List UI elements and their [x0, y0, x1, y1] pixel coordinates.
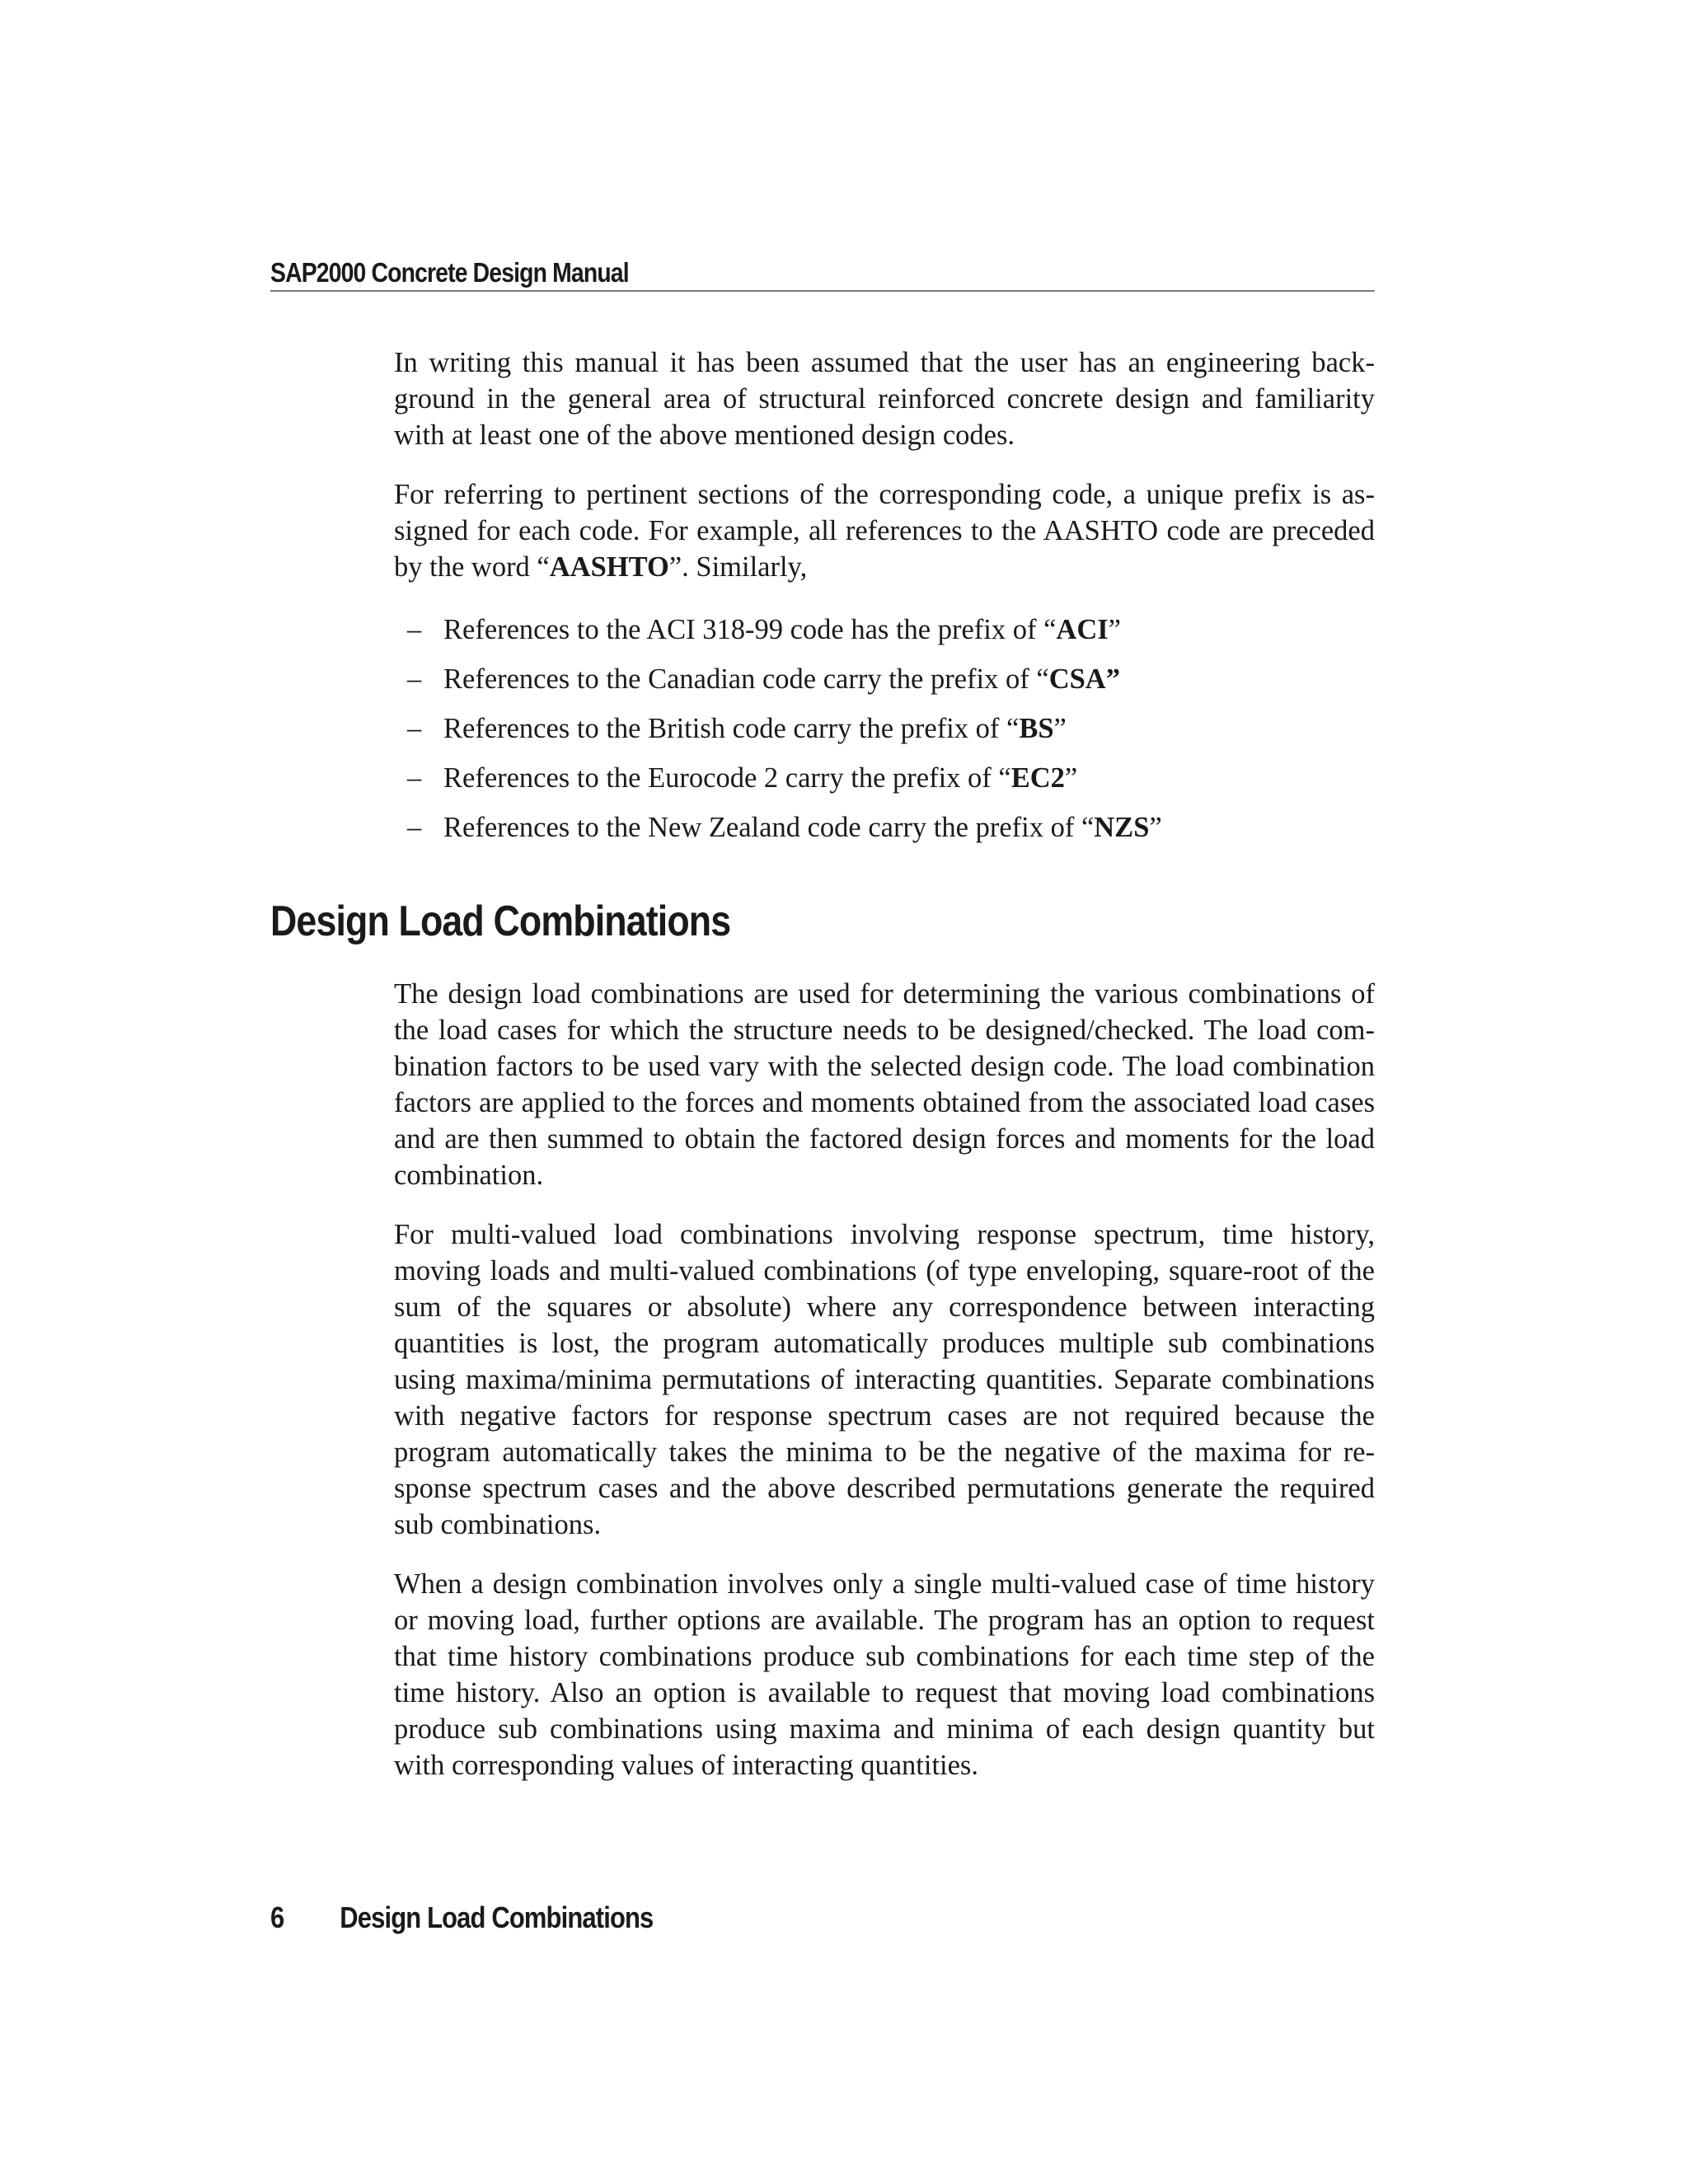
list-dash: – — [407, 663, 422, 695]
list-item — [407, 760, 1162, 809]
section-paragraph-3: When a design combination involves only a single multi-valued case of time history or moving load, further options are available. The program has an option to request that time history combinations produce sub combinations for each time step of the time history. Also an option is available to request that moving load combinations produce sub combinations using maxima and minima of each design quantity but with corresponding values of interacting quantities. — [394, 1568, 1375, 1781]
list-item-text: References to the ACI 318-99 code has the prefix of “ — [443, 614, 1057, 645]
list-dash: – — [407, 812, 422, 843]
list-item-prefix: EC2 — [1010, 762, 1065, 794]
list-dash: – — [407, 762, 422, 794]
list-item — [407, 612, 1162, 661]
list-item-prefix: BS — [1019, 713, 1054, 744]
list-item — [407, 809, 1162, 859]
aashto-prefix: AASHTO — [549, 551, 669, 583]
intro-text — [394, 344, 1375, 608]
header-rule — [270, 290, 1375, 292]
list-item — [407, 661, 1162, 710]
running-header-title: SAP2000 Concrete Design Manual — [270, 257, 629, 288]
list-item-text: References to the Eurocode 2 carry the prefix of “ — [443, 762, 1011, 794]
intro-paragraph-1: In writing this manual it has been assumed that the user has an engineering background in the general area of structural reinforced concrete design and familiarity with at least one of the above mentioned design codes. — [394, 347, 1375, 451]
list-item-close-quote: ” — [1149, 812, 1162, 843]
intro-paragraph-2-text: For referring to pertinent sections of the corresponding code, a unique prefix is assigned for each code. For example, all references to the AASHTO code are preceded by the word “ — [394, 479, 1375, 583]
footer-section-title: Design Load Combinations — [340, 1900, 654, 1934]
intro-paragraph-2-tail: ”. Similarly, — [668, 551, 808, 583]
list-item-prefix: ACI — [1056, 614, 1109, 645]
list-item-prefix: NZS — [1094, 812, 1150, 843]
list-item-close-quote: ” — [1053, 713, 1067, 744]
list-item-close-quote: ” — [1064, 762, 1078, 794]
list-item-close-quote: ” — [1108, 614, 1121, 645]
page-number: 6 — [270, 1900, 284, 1934]
page-footer — [270, 1900, 653, 1935]
section-body — [394, 976, 1375, 1807]
code-prefix-list — [407, 612, 1162, 859]
list-item — [407, 710, 1162, 760]
list-dash: – — [407, 713, 422, 744]
intro-paragraph-2 — [394, 476, 1375, 585]
list-item-text: References to the British code carry the prefix of “ — [443, 713, 1020, 744]
list-item-prefix: CSA” — [1048, 663, 1120, 695]
list-item-text: References to the Canadian code carry the prefix of “ — [443, 663, 1049, 695]
section-paragraph-1: The design load combinations are used for determining the various combinations of the load cases for which the structure needs to be designed/checked. The load combination factors to be used vary with the selected design code. The load combination factors are applied to the forces and moments obtained from the associated load cases and are then summed to obtain the factored design forces and moments for the load combination. — [394, 978, 1375, 1191]
section-paragraph-2: For multi-valued load combinations involving response spectrum, time history, moving loads and multi-valued combinations (of type enveloping, square-root of the sum of the squares or absolute) where any correspondence between interacting quantities is lost, the program automatically produces multiple sub combinations using maxima/minima permutations of interacting quantities. Separate combinations with negative factors for response spectrum cases are not required because the program automatically takes the minima to be the negative of the maxima for response spectrum cases and the above described permutations generate the required sub combinations. — [394, 1219, 1375, 1540]
list-dash: – — [407, 614, 422, 645]
section-heading: Design Load Combinations — [270, 898, 731, 945]
list-item-text: References to the New Zealand code carry the prefix of “ — [443, 812, 1095, 843]
